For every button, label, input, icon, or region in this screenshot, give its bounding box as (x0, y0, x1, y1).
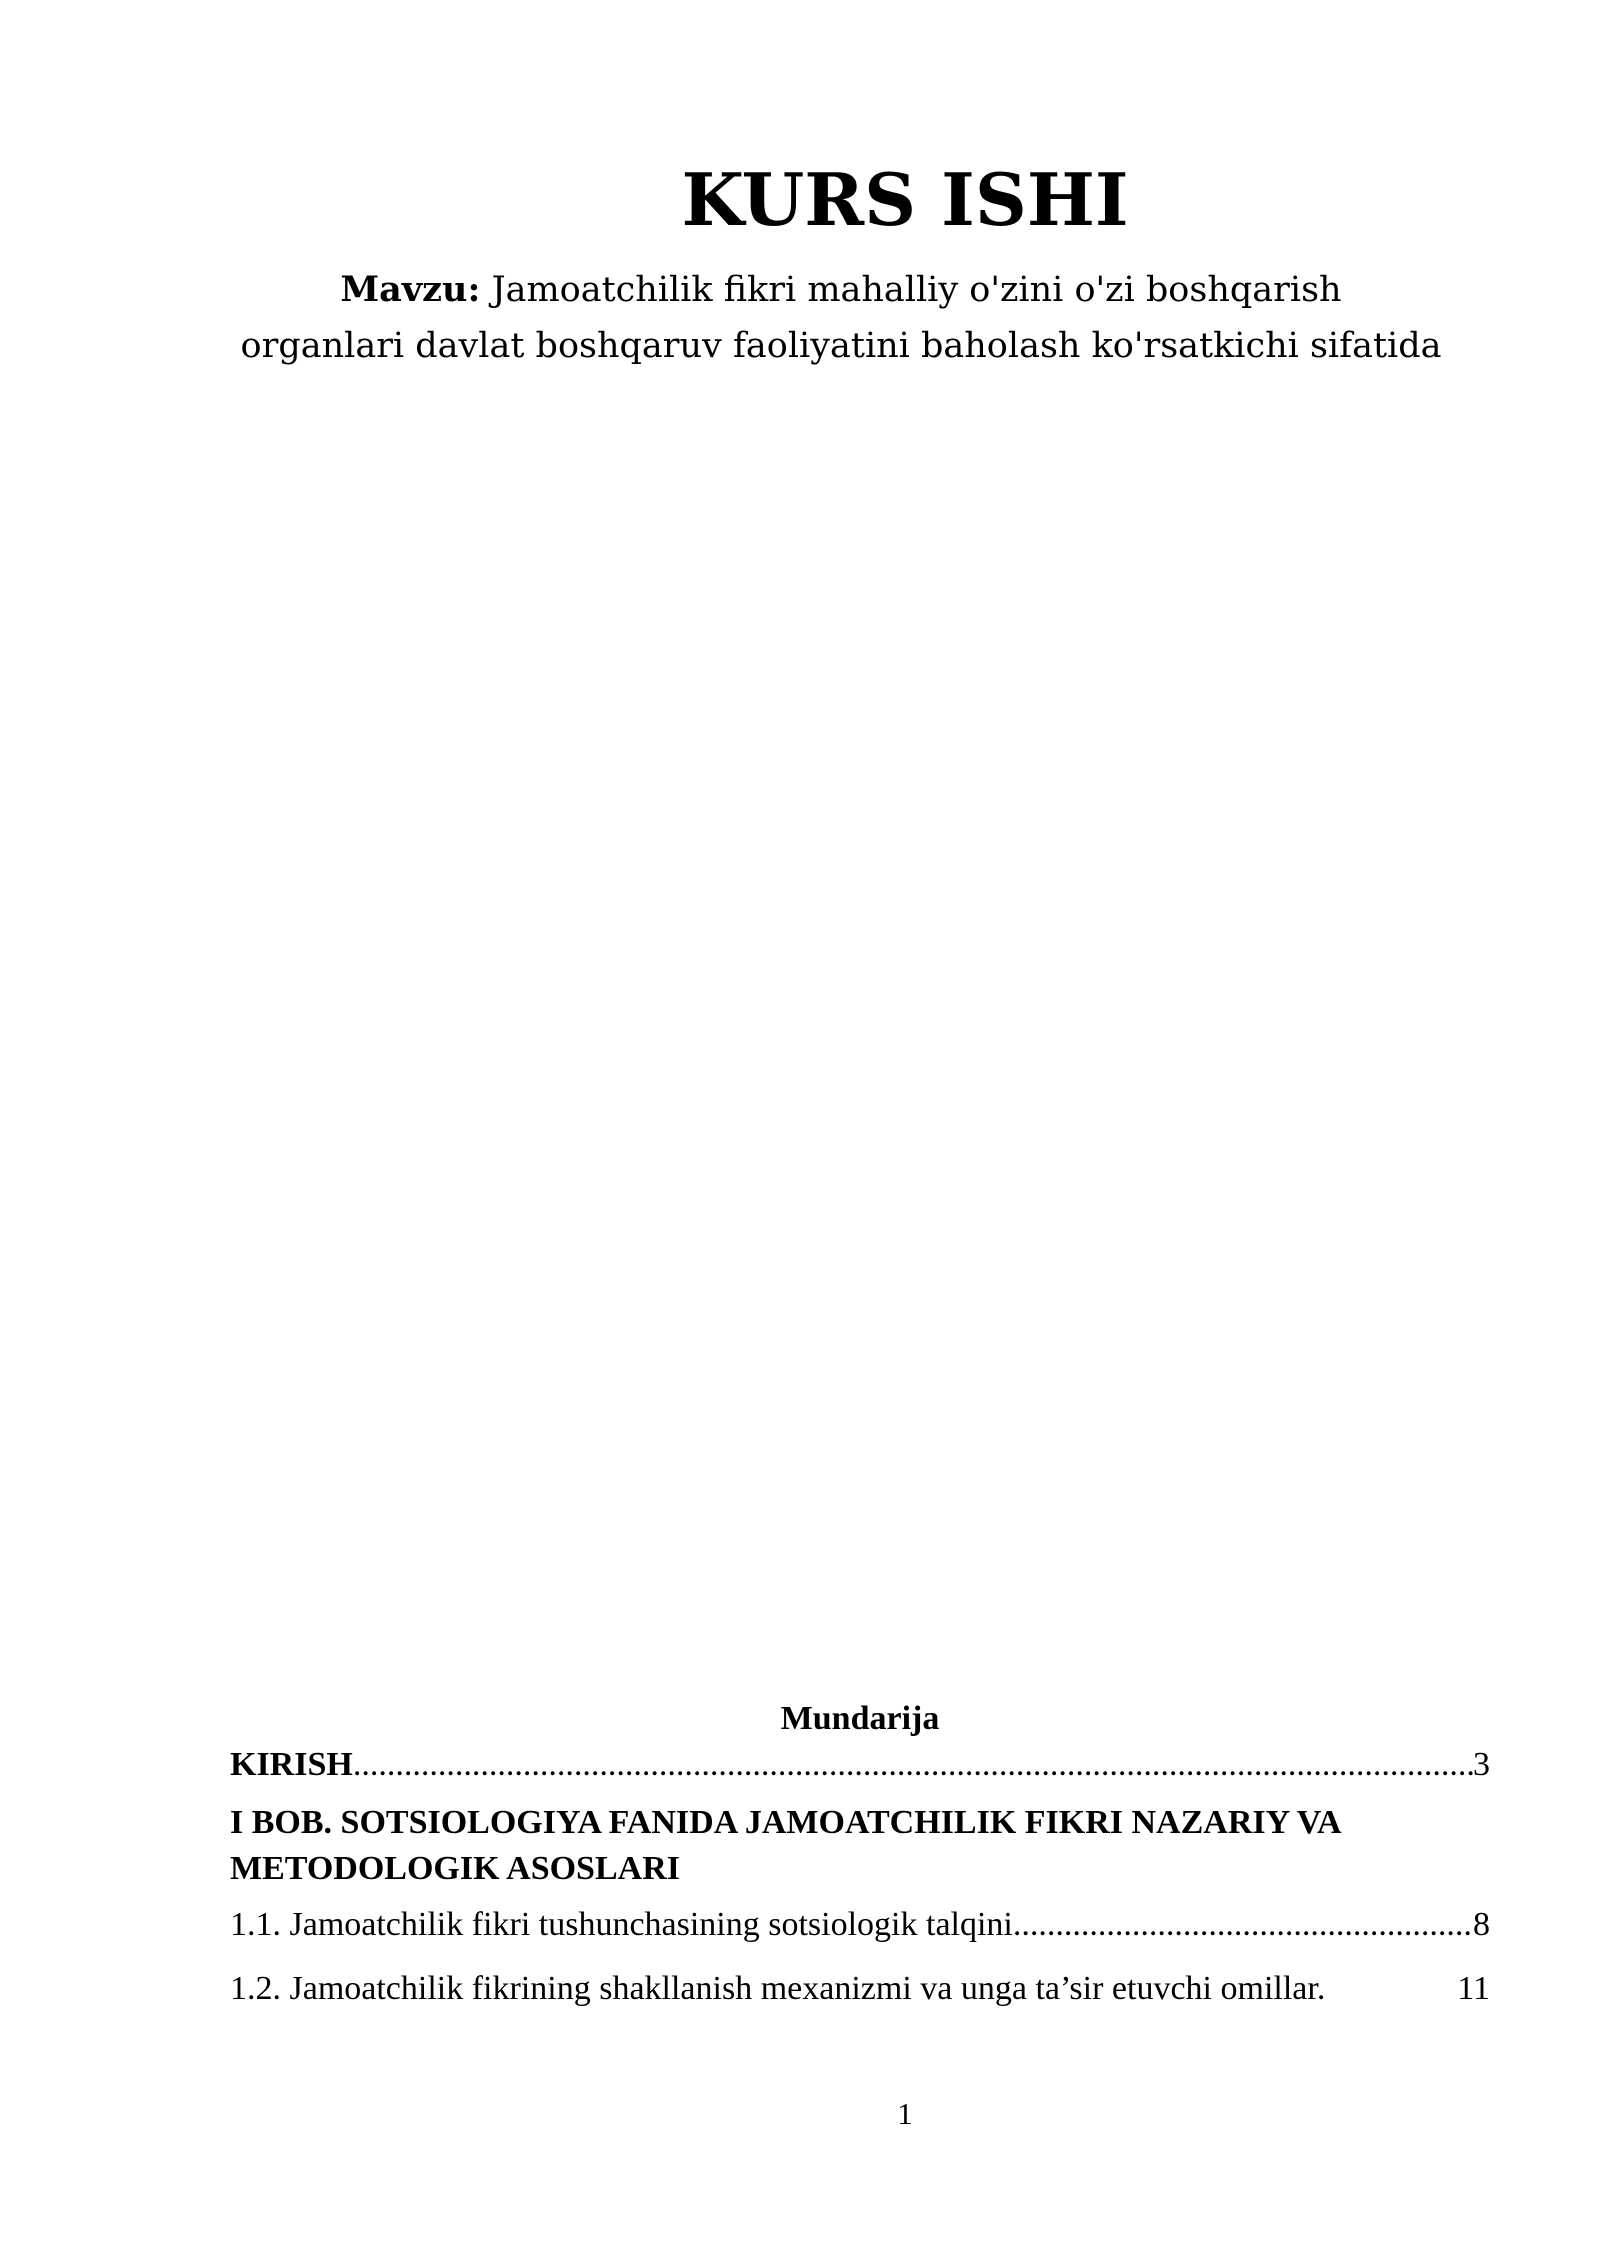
toc-entry-page: 8 (1473, 1906, 1490, 1943)
document-title: KURS ISHI (681, 157, 1129, 242)
toc-dot-leader (1013, 1904, 1473, 1946)
subject-block (160, 262, 1522, 374)
subject-text-1: Jamoatchilik fikri mahalliy o'zini o'zi boshqarish (491, 270, 1342, 310)
toc-chapter-line-2: METODOLOGIK ASOSLARI (230, 1850, 680, 1887)
page-number: 1 (897, 2096, 913, 2131)
toc-entry-title: 1.2. Jamoatchilik fikrining shakllanish mexanizmi va unga ta’sir etuvchi omillar. (230, 1970, 1326, 2007)
toc-heading: Mundarija (780, 1700, 940, 1737)
toc-entry-page: 3 (1473, 1746, 1490, 1783)
toc-chapter-heading (230, 1800, 1490, 1892)
toc-entry-title: 1.1. Jamoatchilik fikri tushunchasining sotsiologik talqini (230, 1906, 1013, 1943)
toc-entry-title: KIRISH (230, 1746, 353, 1783)
subject-text-2: organlari davlat boshqaruv faoliyatini baholash ko'rsatkichi sifatida (240, 326, 1442, 366)
toc-chapter-line-1: I BOB. SOTSIOLOGIYA FANIDA JAMOATCHILIK FIKRI NAZARIY VA (230, 1804, 1342, 1841)
toc-dot-leader (353, 1744, 1473, 1786)
subject-line-1 (160, 262, 1522, 318)
subject-label: Mavzu: (340, 269, 481, 310)
toc-entry-kirish (230, 1744, 1490, 1786)
table-of-contents (230, 1744, 1490, 2010)
toc-entry (230, 1968, 1490, 2010)
toc-entry (230, 1904, 1490, 1946)
toc-entry-page: 11 (1457, 1970, 1490, 2007)
